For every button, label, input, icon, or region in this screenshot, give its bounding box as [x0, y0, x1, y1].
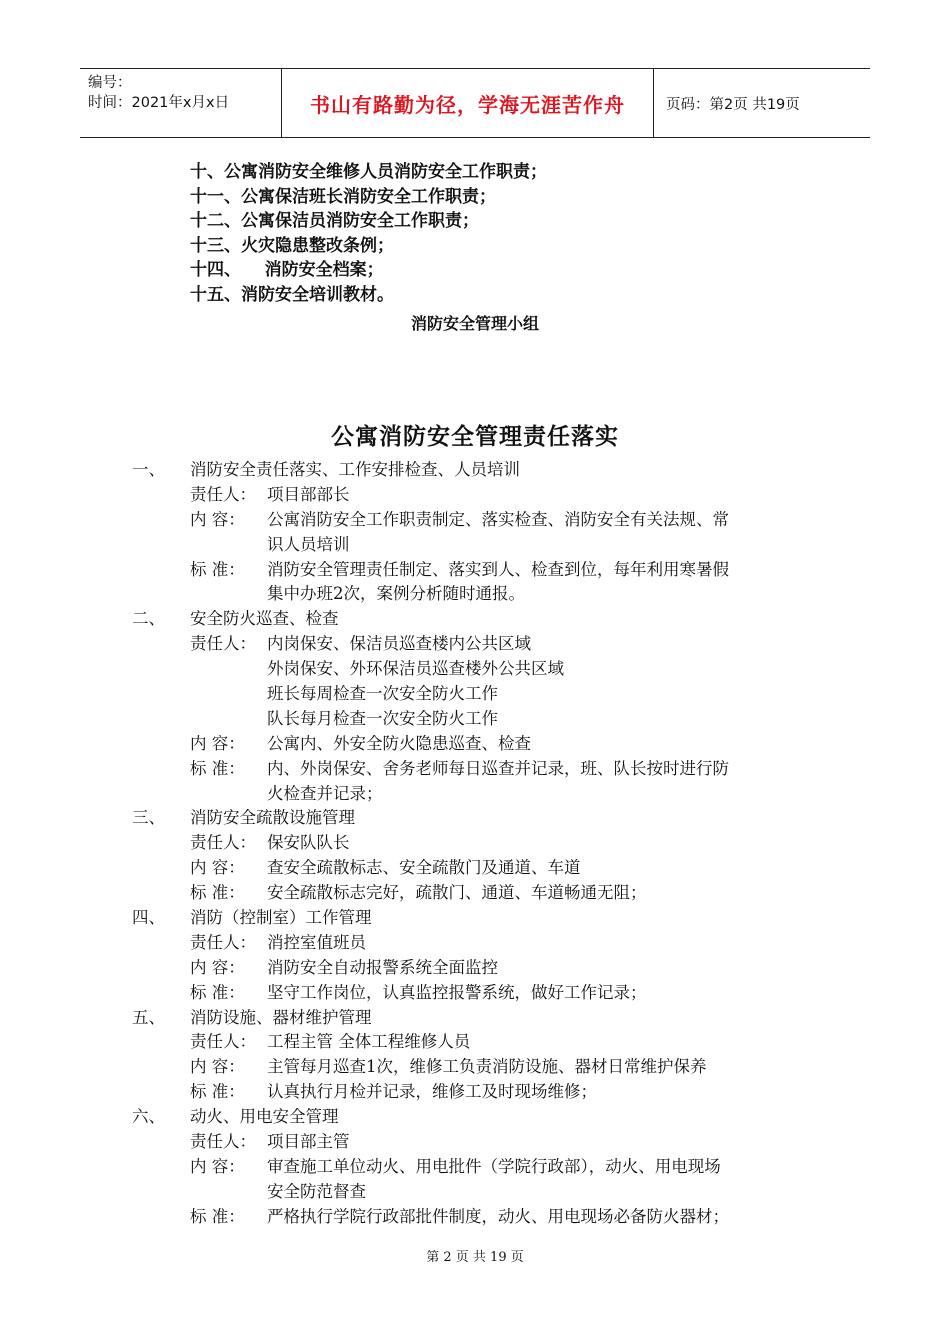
row-label: 责任人： [190, 1032, 256, 1052]
row-value: 内、外岗保安、舍务老师每日巡查并记录，班、队长按时进行防 [267, 758, 729, 778]
row-label: 内 容： [190, 1156, 245, 1176]
header-page-info: 页码：第2页 共19页 [666, 96, 800, 113]
row-label: 内 容： [190, 858, 245, 878]
section-row [0, 956, 950, 981]
toc-item: 十一、公寓保洁班长消防安全工作职责； [190, 186, 496, 207]
section-row [0, 757, 950, 782]
row-label: 内 容： [190, 509, 245, 529]
section-number: 六、 [132, 1107, 165, 1127]
row-value: 消防安全管理责任制定、落实到人、检查到位，每年利用寒暑假 [267, 559, 729, 579]
toc-item: 十三、火灾隐患整改条例； [190, 235, 394, 256]
section-heading [0, 458, 950, 483]
section-row [0, 558, 950, 583]
row-label: 标 准： [190, 559, 245, 579]
section-row [0, 1055, 950, 1080]
section-row [0, 931, 950, 956]
toc-item: 十二、公寓保洁员消防安全工作职责； [190, 211, 479, 231]
row-value: 识人员培训 [267, 534, 350, 554]
section-row [0, 533, 950, 558]
section-heading [0, 906, 950, 931]
row-label: 标 准： [190, 1206, 245, 1226]
section-row [0, 1030, 950, 1055]
row-value: 保安队队长 [267, 833, 350, 853]
section-heading [0, 1105, 950, 1130]
toc-item: 十五、消防安全培训教材。 [190, 284, 394, 305]
section-row [0, 483, 950, 508]
row-value: 火检查并记录； [267, 783, 383, 803]
row-label: 内 容： [190, 1057, 245, 1077]
row-label: 内 容： [190, 957, 245, 977]
row-value: 安全防范督查 [267, 1181, 366, 1201]
row-label: 责任人： [190, 932, 256, 952]
row-value: 消防安全自动报警系统全面监控 [267, 957, 498, 977]
row-label: 标 准： [190, 1082, 245, 1102]
row-value: 队长每月检查一次安全防火工作 [267, 708, 498, 728]
header-motto: 书山有路勤为径，学海无涯苦作舟 [282, 69, 654, 137]
row-label: 标 准： [190, 758, 245, 778]
section-row [0, 657, 950, 682]
section-heading [0, 1006, 950, 1031]
row-value: 主管每月巡查1次，维修工负责消防设施、器材日常维护保养 [267, 1057, 707, 1077]
time-label: 时间：2021年x月x日 [88, 95, 230, 111]
section-row [0, 1130, 950, 1155]
page-footer: 第 2 页 共 19 页 [426, 1250, 524, 1265]
row-value: 安全疏散标志完好，疏散门、通道、车道畅通无阻； [267, 883, 647, 903]
section-title: 安全防火巡查、检查 [190, 609, 339, 629]
row-label: 标 准： [190, 982, 245, 1002]
row-label: 内 容： [190, 733, 245, 753]
row-label: 责任人： [190, 484, 256, 504]
row-label: 责任人： [190, 833, 256, 853]
row-value: 认真执行月检并记录，维修工及时现场维修； [267, 1082, 597, 1102]
row-label: 责任人： [190, 1132, 256, 1152]
section-title: 消防安全责任落实、工作安排检查、人员培训 [190, 460, 520, 479]
section-number: 五、 [132, 1007, 165, 1027]
row-value: 外岗保安、外环保洁员巡查楼外公共区域 [267, 659, 564, 679]
row-value: 班长每周检查一次安全防火工作 [267, 684, 498, 704]
row-value: 项目部部长 [267, 484, 350, 504]
section-row [0, 1180, 950, 1205]
section-row [0, 881, 950, 906]
section-number: 二、 [132, 609, 165, 629]
section-row [0, 981, 950, 1006]
row-value: 坚守工作岗位，认真监控报警系统，做好工作记录； [267, 982, 647, 1002]
sections-body [0, 458, 950, 1230]
section-row [0, 508, 950, 533]
toc-item: 十、公寓消防安全维修人员消防安全工作职责； [190, 162, 547, 182]
section-row [0, 782, 950, 807]
toc-item: 十四、 消防安全档案； [190, 260, 384, 280]
row-value: 内岗保安、保洁员巡查楼内公共区域 [267, 634, 531, 654]
section-row [0, 732, 950, 757]
section-row [0, 856, 950, 881]
section-number: 一、 [132, 460, 165, 479]
section-heading [0, 806, 950, 831]
row-value: 审查施工单位动火、用电批件（学院行政部），动火、用电现场 [267, 1156, 721, 1176]
section-row [0, 1205, 950, 1230]
number-label: 编号： [88, 75, 132, 91]
section-number: 三、 [132, 808, 165, 828]
document-title: 公寓消防安全管理责任落实 [331, 424, 619, 450]
section-title: 消防（控制室）工作管理 [190, 908, 372, 928]
row-value: 工程主管 全体工程维修人员 [267, 1032, 471, 1052]
row-value: 公寓内、外安全防火隐患巡查、检查 [267, 733, 531, 753]
row-value: 查安全疏散标志、安全疏散门及通道、车道 [267, 858, 581, 878]
row-value: 集中办班2次，案例分析随时通报。 [267, 584, 525, 604]
section-row [0, 1155, 950, 1180]
section-title: 动火、用电安全管理 [190, 1107, 339, 1127]
row-label: 责任人： [190, 634, 256, 654]
group-name: 消防安全管理小组 [410, 314, 539, 333]
section-title: 消防设施、器材维护管理 [190, 1007, 372, 1027]
page-header [80, 68, 870, 138]
section-number: 四、 [132, 908, 165, 928]
section-title: 消防安全疏散设施管理 [190, 808, 355, 828]
section-row [0, 682, 950, 707]
section-row [0, 831, 950, 856]
header-meta [80, 69, 282, 137]
row-value: 严格执行学院行政部批件制度，动火、用电现场必备防火器材； [267, 1206, 729, 1226]
row-value: 项目部主管 [267, 1132, 350, 1152]
row-value: 公寓消防安全工作职责制定、落实检查、消防安全有关法规、常 [267, 509, 729, 529]
row-value: 消控室值班员 [267, 932, 366, 952]
section-row [0, 1080, 950, 1105]
section-row [0, 707, 950, 732]
section-row [0, 632, 950, 657]
section-heading [0, 607, 950, 632]
row-label: 标 准： [190, 883, 245, 903]
section-row [0, 582, 950, 607]
toc-list [190, 160, 547, 307]
